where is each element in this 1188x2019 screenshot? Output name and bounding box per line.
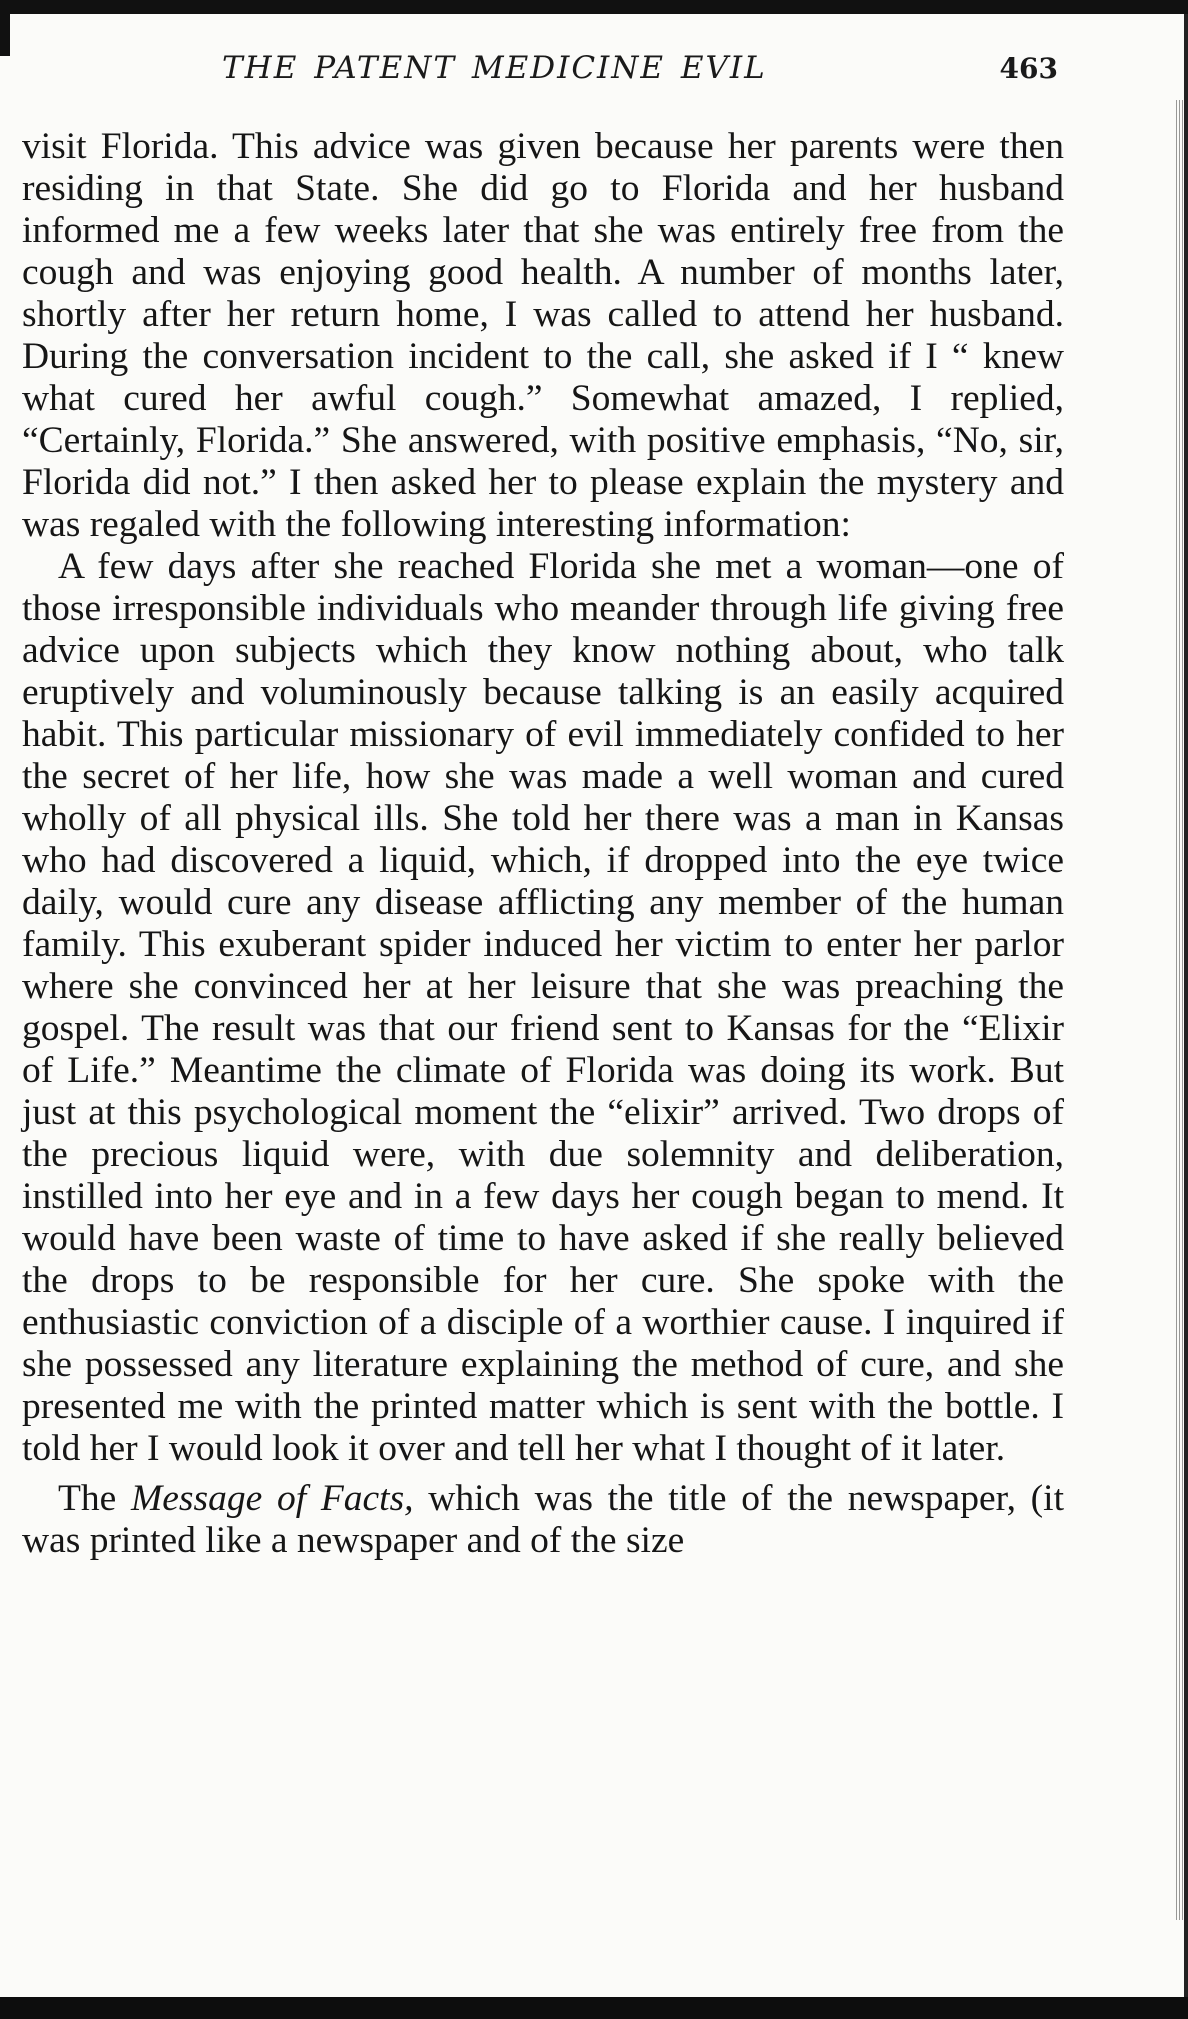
paragraph-3 [22,1478,1064,1562]
publication-title: Message of Facts, [131,1478,414,1519]
scan-corner-mark [0,10,10,56]
running-head [22,50,1062,94]
page-number: 463 [999,52,1058,85]
paragraph-3-rest: which was the title of the newspaper, (it was printed like a newspaper and of the size [22,1478,1064,1561]
body-text [22,126,1064,1562]
page-edge-texture [1176,100,1184,1920]
paragraph-1: visit Florida. This advice was given because her parents were then residing in that State. She did go to Florida and her husband informed me a few weeks later that she was entirely free from the cough and was enjoying good health. A number of months later, shortly after her return home, I was called to attend her husband. During the conversation incident to the call, she asked if I “ knew what cured her awful cough.” Somewhat amazed, I replied, “Certainly, Florida.” She answered, with positive emphasis, “No, sir, Florida did not.” I then asked her to please explain the mystery and was regaled with the following interesting information: [22,126,1064,545]
scan-border-top [0,0,1188,14]
scan-border-bottom [0,1997,1188,2019]
scan-border-right [1184,14,1188,1997]
paragraph-2: A few days after she reached Florida she met a woman—one of those irresponsible individuals who meander through life giving free advice upon subjects which they know nothing about, who talk eruptively and voluminously because talking is an easily acquired habit. This particular missionary of evil immediately confided to her the secret of her life, how she was made a well woman and cured wholly of all physical ills. She told her there was a man in Kansas who had discovered a liquid, which, if dropped into the eye twice daily, would cure any disease afflicting any member of the human family. This exuberant spider induced her victim to enter her parlor where she convinced her at her leisure that she was preaching the gospel. The result was that our friend sent to Kansas for the “Elixir of Life.” Meantime the climate of Florida was doing its work. But just at this psychological moment the “elixir” arrived. Two drops of the precious liquid were, with due solemnity and deliberation, instilled into her eye and in a few days her cough began to mend. It would have been waste of time to have asked if she really believed the drops to be responsible for her cure. She spoke with the enthusiastic conviction of a disciple of a worthier cause. I inquired if she possessed any literature explaining the method of cure, and she presented me with the printed matter which is sent with the bottle. I told her I would look it over and tell her what I thought of it later. [22,546,1064,1469]
running-title: THE PATENT MEDICINE EVIL [222,50,767,86]
paragraph-3-lead: The [58,1478,132,1519]
